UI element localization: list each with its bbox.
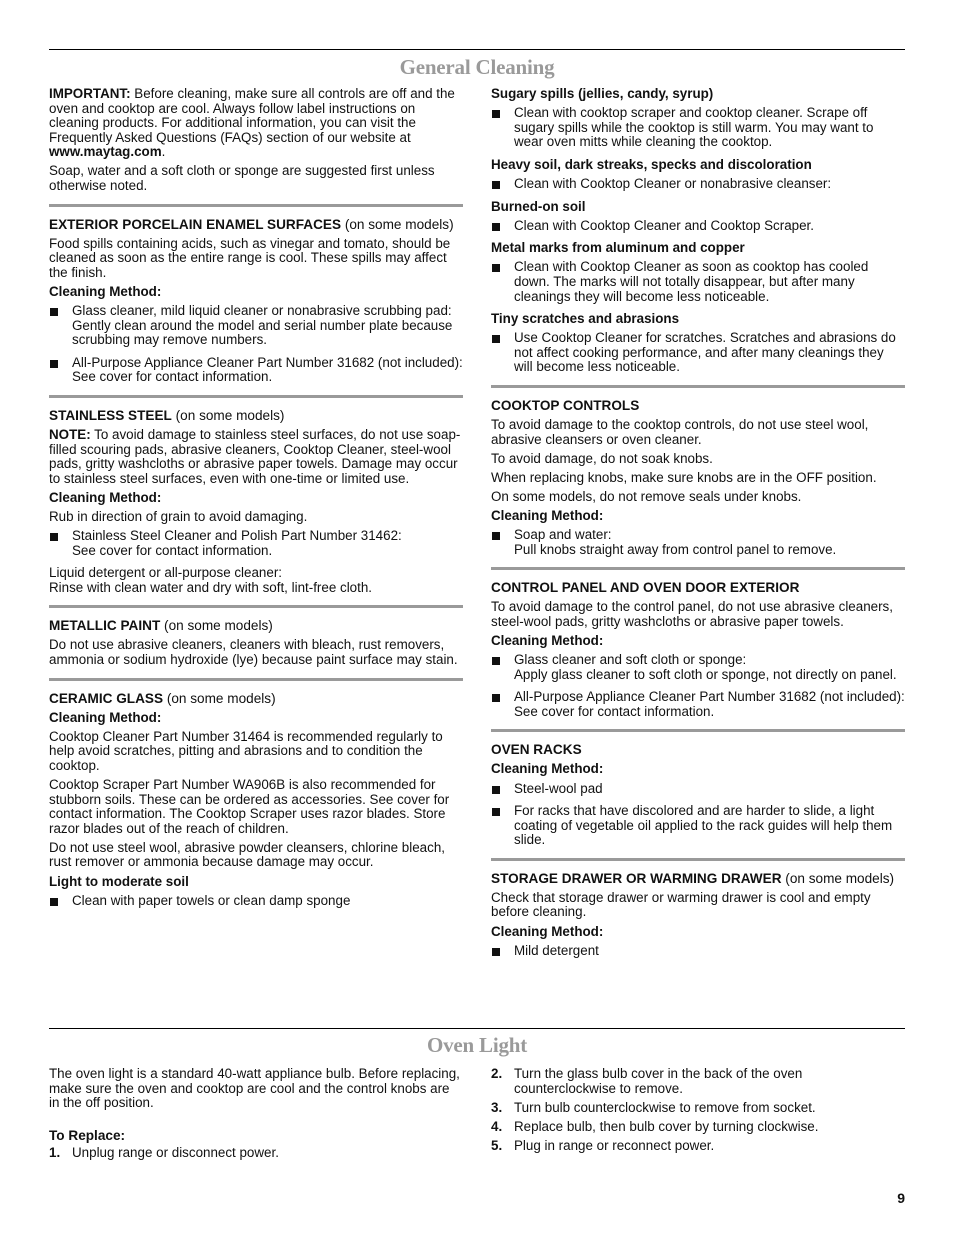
bullet-square-icon: [492, 948, 500, 956]
bullet-square-icon: [50, 308, 58, 316]
bullet-subtext: See cover for contact information.: [514, 703, 715, 719]
bullet-square-icon: [492, 808, 500, 816]
bullet-text: Mild detergent: [514, 942, 599, 958]
metallic-heading-text: METALLIC PAINT: [49, 618, 161, 634]
step-1: [49, 1146, 463, 1161]
tiny-scratches-bullet: [491, 331, 905, 375]
cooktop-controls-heading: COOKTOP CONTROLS: [491, 398, 640, 413]
step-number: 2.: [491, 1066, 503, 1081]
heavy-label: Heavy soil, dark streaks, specks and discoloration: [491, 156, 812, 172]
metallic-heading: [49, 617, 463, 634]
stainless-rub: Rub in direction of grain to avoid damaging.: [49, 508, 308, 524]
stainless-note: [49, 428, 463, 486]
bullet-text: All-Purpose Appliance Cleaner Part Number 31682 (not included):: [72, 354, 463, 370]
bullet-square-icon: [50, 360, 58, 368]
exterior-bullet-1: [49, 304, 463, 348]
bullet-text: Use Cooktop Cleaner for scratches. Scratches and abrasions do not affect cooking performance, and after many cleanings they will become less noticeable.: [514, 330, 896, 375]
bullet-square-icon: [492, 786, 500, 794]
light-soil-bullet: [49, 894, 463, 909]
drawer-heading-note: (on some models): [781, 870, 895, 886]
section-divider: [49, 395, 463, 398]
section-title-oven-light: Oven Light: [426, 1033, 528, 1057]
oven-light-right: [491, 1067, 905, 1158]
bullet-text: For racks that have discolored and are harder to slide, a light coating of vegetable oil applied to the rack guides will help them slide.: [514, 803, 893, 848]
bullet-subtext: See cover for contact information.: [72, 542, 273, 558]
controls-p1: To avoid damage to the cooktop controls, do not use steel wool, abrasive cleansers or oven cleaner.: [491, 417, 869, 447]
controls-p4: On some models, do not remove seals under knobs.: [491, 488, 802, 504]
step-number: 1.: [49, 1144, 61, 1160]
step-number: 4.: [491, 1118, 503, 1134]
step-text: Unplug range or disconnect power.: [72, 1144, 279, 1160]
drawer-heading-text: STORAGE DRAWER OR WARMING DRAWER: [491, 870, 782, 886]
liquid-text: Liquid detergent or all-purpose cleaner:: [49, 565, 282, 581]
section-divider: [491, 567, 905, 570]
drawer-text: Check that storage drawer or warming drawer is cool and empty before cleaning.: [491, 889, 871, 920]
ceramic-heading-text: CERAMIC GLASS: [49, 690, 164, 706]
stainless-heading-text: STAINLESS STEEL: [49, 408, 172, 423]
section-divider: [491, 729, 905, 732]
metallic-heading-note: (on some models): [160, 618, 273, 634]
step-4: [491, 1120, 905, 1135]
bullet-square-icon: [50, 533, 58, 541]
oven-light-rule: [49, 1028, 905, 1029]
bullet-square-icon: [492, 532, 500, 540]
website-period: .: [161, 144, 166, 160]
metal-marks-bullet: [491, 260, 905, 304]
bullet-square-icon: [492, 264, 500, 272]
step-text: Plug in range or reconnect power.: [514, 1137, 715, 1153]
bullet-subtext: See cover for contact information.: [72, 369, 273, 385]
drawer-bullet: [491, 944, 905, 959]
step-3: [491, 1101, 905, 1116]
tiny-scratches-label: Tiny scratches and abrasions: [491, 311, 680, 327]
section-title-general-cleaning: General Cleaning: [399, 55, 555, 79]
bullet-square-icon: [50, 898, 58, 906]
step-number: 3.: [491, 1099, 503, 1115]
stainless-heading: [49, 407, 463, 424]
bullet-text: Clean with Cooktop Cleaner and Cooktop Scraper.: [514, 217, 814, 233]
left-column: [49, 87, 463, 916]
bullet-text: All-Purpose Appliance Cleaner Part Number 31682 (not included):: [514, 689, 905, 705]
note-label: NOTE:: [49, 427, 91, 442]
exterior-bullet-2: [49, 356, 463, 385]
ceramic-heading-note: (on some models): [163, 690, 276, 706]
sugary-label: Sugary spills (jellies, candy, syrup): [491, 86, 714, 101]
section-divider: [49, 678, 463, 681]
control-panel-heading: CONTROL PANEL AND OVEN DOOR EXTERIOR: [491, 580, 800, 596]
exterior-text: Food spills containing acids, such as vinegar and tomato, should be cleaned as soon as the entire range is cool. These spills may affect the finish.: [49, 235, 451, 280]
soap-paragraph: Soap, water and a soft cloth or sponge are suggested first unless otherwise noted.: [49, 163, 435, 194]
ceramic-p3: Do not use steel wool, abrasive powder cleansers, chlorine bleach, rust remover or ammonia because damage may occur.: [49, 839, 445, 870]
top-rule: [49, 49, 905, 50]
racks-method-label: Cleaning Method:: [491, 761, 604, 777]
important-paragraph: [49, 87, 463, 160]
stainless-bullet-1: [49, 529, 463, 558]
racks-bullet-2: [491, 804, 905, 848]
oven-light-left: [49, 1067, 463, 1165]
page-number: 9: [897, 1190, 905, 1206]
heavy-bullet: [491, 177, 905, 192]
stainless-method-label: Cleaning Method:: [49, 489, 162, 505]
bullet-subtext: Apply glass cleaner to soft cloth or sponge, not directly on panel.: [514, 666, 897, 682]
bullet-square-icon: [492, 657, 500, 665]
sugary-bullet: [491, 106, 905, 150]
controls-p3: When replacing knobs, make sure knobs are in the OFF position.: [491, 469, 877, 485]
to-replace-label: To Replace:: [49, 1127, 126, 1143]
oven-racks-heading: OVEN RACKS: [491, 742, 582, 758]
stainless-liquid: [49, 566, 463, 595]
section-divider: [49, 204, 463, 207]
stainless-heading-note: (on some models): [171, 408, 285, 423]
controls-p2: To avoid damage, do not soak knobs.: [491, 450, 713, 466]
exterior-heading-note: (on some models): [341, 216, 454, 232]
bullet-text: Clean with paper towels or clean damp sponge: [72, 892, 351, 908]
step-number: 5.: [491, 1137, 503, 1153]
bullet-text: Stainless Steel Cleaner and Polish Part Number 31462:: [72, 528, 402, 544]
section-divider: [491, 385, 905, 388]
step-text: Turn bulb counterclockwise to remove from socket.: [514, 1099, 816, 1115]
bullet-square-icon: [492, 181, 500, 189]
ceramic-heading: [49, 690, 463, 707]
ceramic-method-label: Cleaning Method:: [49, 709, 162, 725]
bullet-text: Soap and water:: [514, 527, 612, 543]
burned-bullet: [491, 219, 905, 234]
panel-method-label: Cleaning Method:: [491, 632, 604, 648]
ceramic-p1: Cooktop Cleaner Part Number 31464 is recommended regularly to help avoid scratches, pitting and abrasions and to condition the cooktop.: [49, 728, 443, 773]
drawer-method-label: Cleaning Method:: [491, 923, 604, 939]
exterior-heading: [49, 216, 463, 233]
exterior-method-label: Cleaning Method:: [49, 283, 162, 299]
panel-bullet-1: [491, 653, 905, 682]
ceramic-p2: Cooktop Scraper Part Number WA906B is also recommended for stubborn soils. These can be ordered as accessories. See cover for contact information. The Cooktop Scraper uses razor blades. Store razor blades out of the reach of children.: [49, 777, 450, 836]
bullet-subtext: Gently clean around the model and serial number plate because scrubbing may remove numbers.: [72, 317, 453, 348]
section-divider: [491, 858, 905, 861]
website-link[interactable]: www.maytag.com: [49, 144, 162, 160]
bullet-text: Steel-wool pad: [514, 780, 603, 796]
bullet-square-icon: [492, 694, 500, 702]
step-text: Replace bulb, then bulb cover by turning clockwise.: [514, 1118, 819, 1134]
controls-bullet: [491, 528, 905, 557]
oven-light-intro: The oven light is a standard 40-watt appliance bulb. Before replacing, make sure the oven and cooktop are cool and the control knobs are in the off position.: [49, 1066, 460, 1111]
racks-bullet-1: [491, 782, 905, 797]
bullet-square-icon: [492, 110, 500, 118]
bullet-text: Clean with Cooktop Cleaner or nonabrasive cleanser:: [514, 175, 832, 191]
controls-method-label: Cleaning Method:: [491, 507, 604, 523]
bullet-square-icon: [492, 223, 500, 231]
right-column: [491, 87, 905, 966]
section-divider: [49, 605, 463, 608]
note-text: To avoid damage to stainless steel surfaces, do not use soap-filled scouring pads, abrasive cleaners, Cooktop Cleaner, steel-wool pads, gritty washcloths or abrasive paper towels. Damage may occur to stainless steel surfaces, even with one-time or limited use.: [49, 427, 461, 486]
bullet-text: Glass cleaner and soft cloth or sponge:: [514, 652, 747, 668]
liquid-subtext: Rinse with clean water and dry with soft, lint-free cloth.: [49, 579, 373, 595]
bullet-square-icon: [492, 335, 500, 343]
bullet-subtext: Pull knobs straight away from control panel to remove.: [514, 541, 837, 557]
step-5: [491, 1139, 905, 1154]
burned-label: Burned-on soil: [491, 198, 586, 214]
panel-bullet-2: [491, 690, 905, 719]
important-label: IMPORTANT:: [49, 86, 131, 101]
drawer-heading: [491, 870, 905, 887]
bullet-text: Clean with Cooktop Cleaner as soon as cooktop has cooled down. The marks will not totally disappear, but after many cleanings they will become less noticeable.: [514, 259, 869, 304]
light-soil-label: Light to moderate soil: [49, 873, 189, 889]
panel-text: To avoid damage to the control panel, do not use abrasive cleaners, steel-wool pads, gritty washcloths or abrasive paper towels.: [491, 599, 893, 629]
metal-marks-label: Metal marks from aluminum and copper: [491, 240, 745, 256]
important-text: Before cleaning, make sure all controls are off and the oven and cooktop are cool. Always follow label instructions on cleaning products. For additional information, you can visit the Frequently Asked Questions (FAQs) section of our website at: [49, 86, 455, 145]
step-2: [491, 1067, 905, 1096]
bullet-text: Clean with cooktop scraper and cooktop cleaner. Scrape off sugary spills while the cooktop is still warm. You may want to wear oven mitts while cleaning the cooktop.: [514, 105, 874, 150]
exterior-heading-text: EXTERIOR PORCELAIN ENAMEL SURFACES: [49, 216, 342, 232]
bullet-text: Glass cleaner, mild liquid cleaner or nonabrasive scrubbing pad:: [72, 303, 452, 319]
step-text: Turn the glass bulb cover in the back of the oven counterclockwise to remove.: [514, 1066, 803, 1096]
metallic-text: Do not use abrasive cleaners, cleaners with bleach, rust removers, ammonia or sodium hydroxide (lye) because paint surface may stain.: [49, 637, 458, 668]
